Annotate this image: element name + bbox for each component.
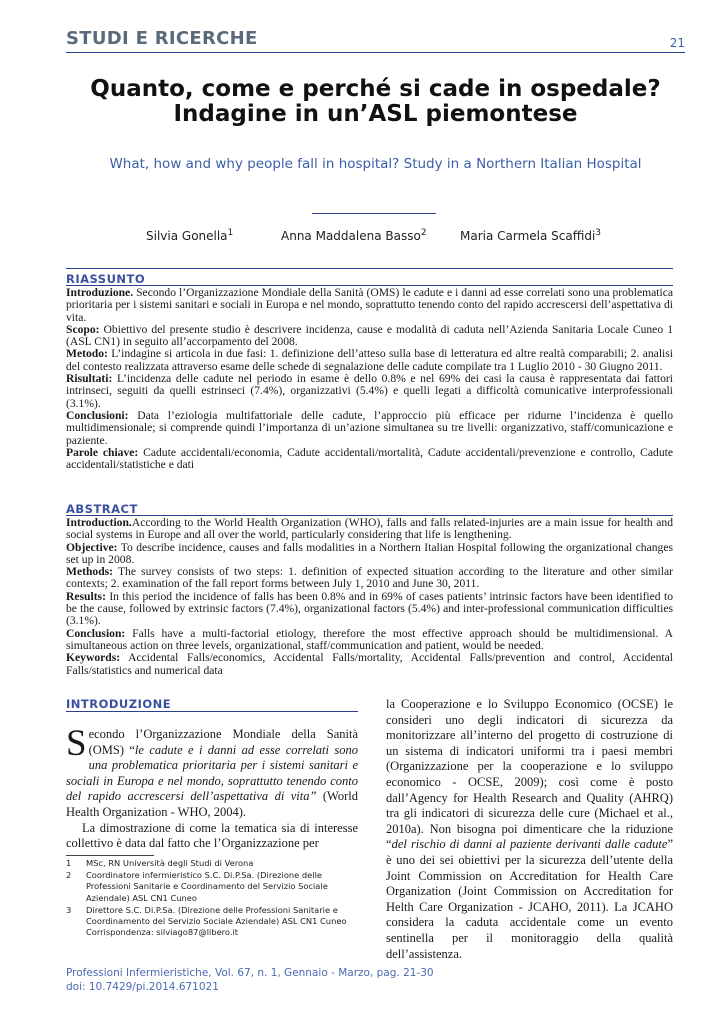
body-left-column: Secondo l’Organizzazione Mondiale della Sanità (OMS) “le cadute e i danni ad esse correlati sono una problematica prioritaria per i sistemi sanitari e sociali in Europa e nel mondo, soprattutto tenendo conto del rapido accrescersi dell’aspettativa di vita” (World Health Organization - WHO, 2004). La dimostrazione di come la tematica sia di interesse collettivo è data dal fatto che l’Organizzazione per <box>66 723 358 851</box>
drop-cap: S <box>66 723 87 764</box>
body-right-column: la Cooperazione e lo Sviluppo Economico (OCSE) le consideri uno degli indicatori di sicurezza da monitorizzare all’interno del progetto di costruzione di un sistema di indicatori uniformi tra i paesi membri (Organizzazione per la cooperazione e lo sviluppo economico - OCSE, 2009); così come è posto dall’Agency for Health Research and Quality (AHRQ) tra gli indicatori di sicurezza delle cure (Michael et al., 2010a). Non bisogna poi dimenticare che la riduzione “del rischio di danni al paziente derivanti dalle cadute” è uno dei sei obiettivi per la sicurezza dell’utente della Joint Commission on Accreditation for Health Care Organization (Joint Commission on Accreditation for Helth Care Organization - JCAHO, 2011). La JCAHO considera la caduta accidentale come un evento sentinella per il monitoraggio della qualità dell’assistenza. <box>386 697 673 961</box>
footnote-3: 3 Direttore S.C. Di.P.Sa. (Direzione delle Professioni Sanitarie e Coordinamento del Servizio Sociale Aziendale) ASL CN1 Cuneo Corrispondenza: silviago87@libero.it <box>66 904 347 938</box>
riassunto-heading: RIASSUNTO <box>66 272 146 286</box>
intro-paragraph-2: La dimostrazione di come la tematica sia di interesse collettivo è data dal fatto che l’Organizzazione per <box>66 820 358 851</box>
title-line-1: Quanto, come e perché si cade in ospedale? <box>90 76 661 102</box>
riassunto-body: Introduzione. Secondo l’Organizzazione Mondiale della Sanità (OMS) le cadute e i danni ad esse correlati sono una problematica prioritaria per i sistemi sanitari e sociali in Europa e nel mondo, soprattutto tenendo conto del rapido accrescersi dell’aspettativa di vita. Scopo: Obiettivo del presente studio è descrivere incidenza, cause e modalità di caduta nell’Azienda Sanitaria Locale Cuneo 1 (ASL CN1) in seguito all’accorpamento del 2008. Metodo: L’indagine si articola in due fasi: 1. definizione dell’atteso sulla base di letteratura ed altre realtà comparabili; 2. analisi del contesto realizzata attraverso esame delle schede di segnalazione delle cadute compilate tra 1 Luglio 2010 - 30 Giugno 2011. Risultati: L’incidenza delle cadute nel periodo in esame è dello 0.8% e nel 69% dei casi la causa è rappresentata dai fattori intrinseci, seguiti da quelli estrinseci (7.4%), organizzativi (5.4%) e quelli legati a difficoltà comunicative interprofessionali (3.1%). Conclusioni: Data l’eziologia multifattoriale delle cadute, l’approccio più efficace per ridurne l’incidenza è quello multidimensionale; si comprende quindi l’importanza di un’azione simultanea su tre livelli: organizzativo, staff/comunicazione e paziente. Parole chiave: Cadute accidentali/economia, Cadute accidentali/mortalità, Cadute accidentali/prevenzione e controllo, Cadute accidentali/statistiche e dati <box>66 286 673 472</box>
author-3: Maria Carmela Scaffidi$^3$ <box>460 228 602 243</box>
title-line-2: Indagine in un’ASL piemontese <box>173 101 578 127</box>
footnote-1: 1 MSc, RN Università degli Studi di Verona <box>66 858 254 868</box>
abstract-body: Introduction.According to the World Health Organization (WHO), falls and falls related-injuries are a main issue for health and social systems in Europe and all over the world, particularly considering that life is lengthening. Objective: To describe incidence, causes and falls modalities in a Northern Italian Hospital following the organizational changes set up in 2008. Methods: The survey consists of two steps: 1. definition of expected situation according to the literature and other similar contexts; 2. examination of the fall report forms between July 1, 2010 and June 30, 2011. Results: In this period the incidence of falls has been 0.8% and in 69% of cases patients’ intrinsic factors have been identified to be the cause, followed by extrinsic factors (7.4%), organizational factors (5.4%) and inter-professional communication difficulties (3.1%). Conclusion: Falls have a multi-factorial etiology, therefore the most effective approach should be multidimensional. A simultaneous action on three levels, organizational, staff/communication and patient, would be needed. Keywords: Accidental Falls/economics, Accidental Falls/mortality, Accidental Falls/prevention and control, Accidental Falls/statistics and numerical data <box>66 516 673 677</box>
journal-citation: Professioni Infermieristiche, Vol. 67, n. 1, Gennaio - Marzo, pag. 21-30 <box>66 967 434 979</box>
header-rule <box>66 52 685 53</box>
introduzione-rule <box>66 711 358 712</box>
author-2: Anna Maddalena Basso$^2$ <box>281 228 427 243</box>
page-number: 21 <box>669 36 685 50</box>
title-divider <box>312 213 436 214</box>
abstract-heading: ABSTRACT <box>66 502 138 516</box>
section-heading: STUDI E RICERCHE <box>66 28 258 49</box>
author-1: Silvia Gonella$^1$ <box>146 228 234 243</box>
footnotes <box>66 858 358 939</box>
footnote-rule <box>66 855 154 856</box>
article-title <box>66 77 685 127</box>
english-subtitle: What, how and why people fall in hospital? Study in a Northern Italian Hospital <box>109 156 642 172</box>
introduzione-heading: INTRODUZIONE <box>66 697 172 711</box>
journal-footer <box>66 966 434 994</box>
footnote-2: 2 Coordinatore infermieristico S.C. Di.P.Sa. (Direzione delle Professioni Sanitarie e Coordinamento del Servizio Sociale Aziendale) ASL CN1 Cuneo <box>66 870 328 903</box>
doi: doi: 10.7429/pi.2014.671021 <box>66 981 219 993</box>
riassunto-top-rule <box>66 268 673 269</box>
